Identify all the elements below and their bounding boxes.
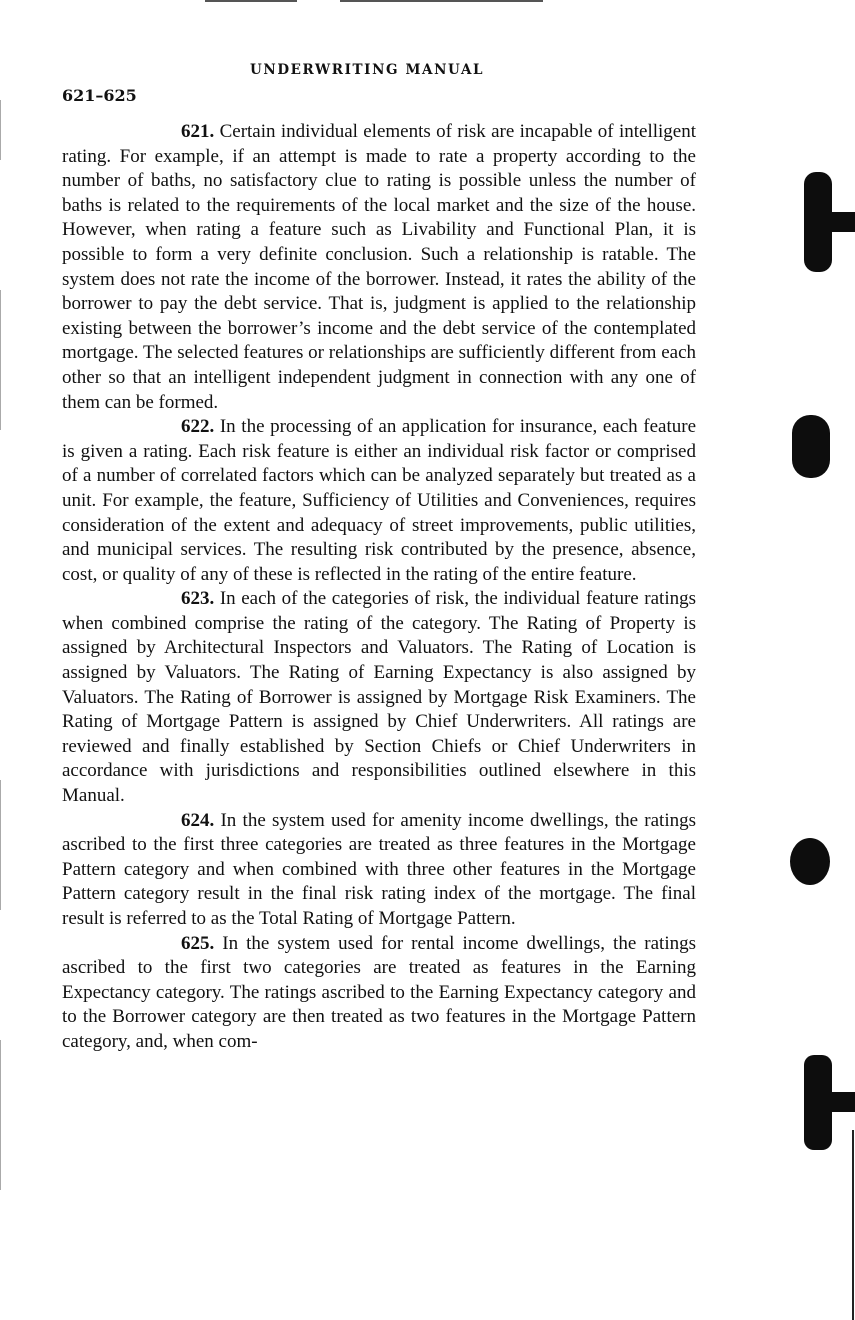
- left-page-edge: [0, 100, 1, 160]
- paragraph-number: 622.: [181, 416, 215, 438]
- binding-mark: [792, 415, 830, 478]
- paragraph-number: 621.: [181, 121, 215, 142]
- top-rule: [205, 0, 297, 2]
- paragraph-623: [62, 587, 696, 808]
- paragraph-number: 623.: [181, 588, 215, 610]
- top-rule: [340, 0, 543, 2]
- left-page-edge: [0, 780, 1, 910]
- paragraph-text: In the processing of an application for insurance, each feature is given a rating. Each risk feature is either an individual risk factor or comprised of a number of correlated factors which can be analyzed separately but treated as a unit. For example, the feature, Sufficiency of Utilities and Conveniences, requires consideration of the extent and adequacy of street improvements, public utilities, and municipal services. The resulting risk contributed by the presence, absence, cost, or quality of any of these is reflected in the rating of the entire feature.: [62, 416, 696, 585]
- left-page-edge: [0, 290, 1, 430]
- paragraph-text: In the system used for rental income dwellings, the ratings ascribed to the first two categories are treated as features in the Earning Expectancy category. The ratings ascribed to the Earning Expectancy category and to the Borrower category are then treated as two features in the Mortgage Pattern category, and, when com-: [62, 932, 696, 1052]
- paragraph-621: [62, 120, 696, 415]
- paragraph-text: Certain individual elements of risk are incapable of intelligent rating. For example, if an attempt is made to rate a property according to the number of baths, no satisfactory clue to rating is possible unless the number of baths is related to the requirements of the local market and the size of the house. However, when rating a feature such as Livability and Functional Plan, it is possible to form a very definite conclusion. Such a relationship is ratable. The system does not rate the income of the borrower. Instead, it rates the ability of the borrower to pay the debt service. That is, judgment is applied to the relationship existing between the borrower’s income and the debt service of the contemplated mortgage. The selected features or relationships are sufficiently different from each other so that an intelligent independent judgment in connection with any one of them can be formed.: [62, 121, 696, 413]
- left-page-edge: [0, 1040, 1, 1190]
- binding-mark: [790, 838, 830, 885]
- binding-mark: [820, 1092, 855, 1112]
- page-body: [62, 120, 696, 1055]
- paragraph-624: [62, 809, 696, 932]
- paragraph-number: 625.: [181, 932, 215, 954]
- binding-mark: [820, 212, 855, 232]
- paragraph-number: 624.: [181, 809, 215, 831]
- paragraph-text: In the system used for amenity income dwellings, the ratings ascribed to the first three categories are treated as three features in the Mortgage Pattern category and when combined with three other features in the Mortgage Pattern category result in the final risk rating index of the mortgage. The final result is referred to as the Total Rating of Mortgage Pattern.: [62, 809, 697, 929]
- paragraph-text: In each of the categories of risk, the individual feature ratings when combined comprise the rating of the category. The Rating of Property is assigned by Architectural Inspectors and Valuators. The Rating of Location is assigned by Valuators. The Rating of Earning Expectancy is also assigned by Valuators. The Rating of Borrower is assigned by Mortgage Risk Examiners. The Rating of Mortgage Pattern is assigned by Chief Underwriters. All ratings are reviewed and finally established by Section Chiefs or Chief Underwriters in accordance with jurisdictions and responsibilities outlined elsewhere in this Manual.: [62, 588, 696, 807]
- section-range: 621–625: [62, 86, 137, 105]
- paragraph-625: [62, 932, 696, 1055]
- running-title: UNDERWRITING MANUAL: [250, 62, 485, 78]
- paragraph-622: [62, 415, 696, 587]
- right-page-edge: [852, 1130, 854, 1320]
